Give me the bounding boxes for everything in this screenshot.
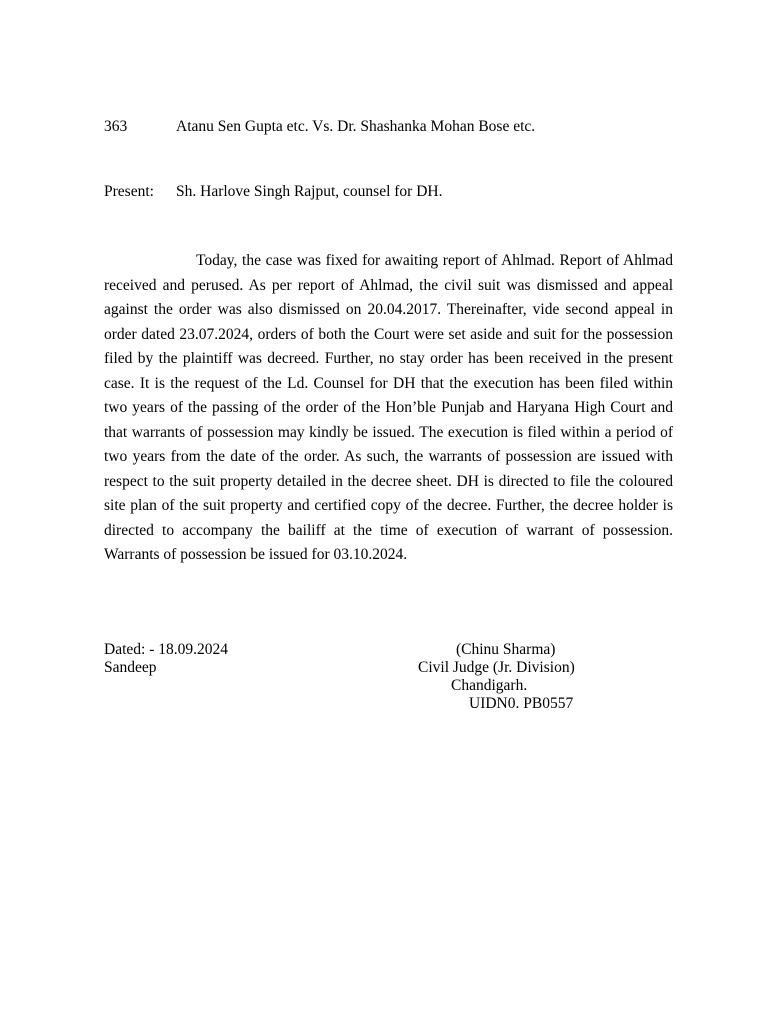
judge-name: (Chinu Sharma) — [456, 641, 556, 658]
judge-designation: Civil Judge (Jr. Division) — [418, 659, 575, 676]
present-label: Present: — [104, 183, 154, 200]
order-body: Today, the case was fixed for awaiting report of Ahlmad. Report of Ahlmad received and perused. As per report of Ahlmad, the civil suit was dismissed and appeal against the order was also dismissed on 20.04.2017. Thereinafter, vide second appeal in order dated 23.07.2024, orders of both the Court were set aside and suit for the possession filed by the plaintiff was decreed. Further, no stay order has been received in the present case. It is the request of the Ld. Counsel for DH that the execution has been filed within two years of the passing of the order of the Hon’ble Punjab and Haryana High Court and that warrants of possession may kindly be issued. The execution is filed within a period of two years from the date of the order. As such, the warrants of possession are issued with respect to the suit property detailed in the decree sheet. DH is directed to file the coloured site plan of the suit property and certified copy of the decree. Further, the decree holder is directed to accompany the bailiff at the time of execution of warrant of possession. Warrants of possession be issued for 03.10.2024. — [104, 252, 673, 563]
present-text: Sh. Harlove Singh Rajput, counsel for DH. — [176, 183, 443, 200]
clerk-name: Sandeep — [104, 659, 157, 676]
case-title: Atanu Sen Gupta etc. Vs. Dr. Shashanka Mohan Bose etc. — [176, 118, 536, 135]
court-place: Chandigarh. — [451, 677, 528, 694]
dated-line: Dated: - 18.09.2024 — [104, 641, 228, 658]
case-number: 363 — [104, 118, 128, 135]
judge-uid: UIDN0. PB0557 — [469, 695, 574, 712]
dated-block — [104, 641, 228, 677]
signature-block — [413, 641, 603, 713]
case-heading — [104, 118, 535, 136]
present-line — [104, 183, 442, 201]
